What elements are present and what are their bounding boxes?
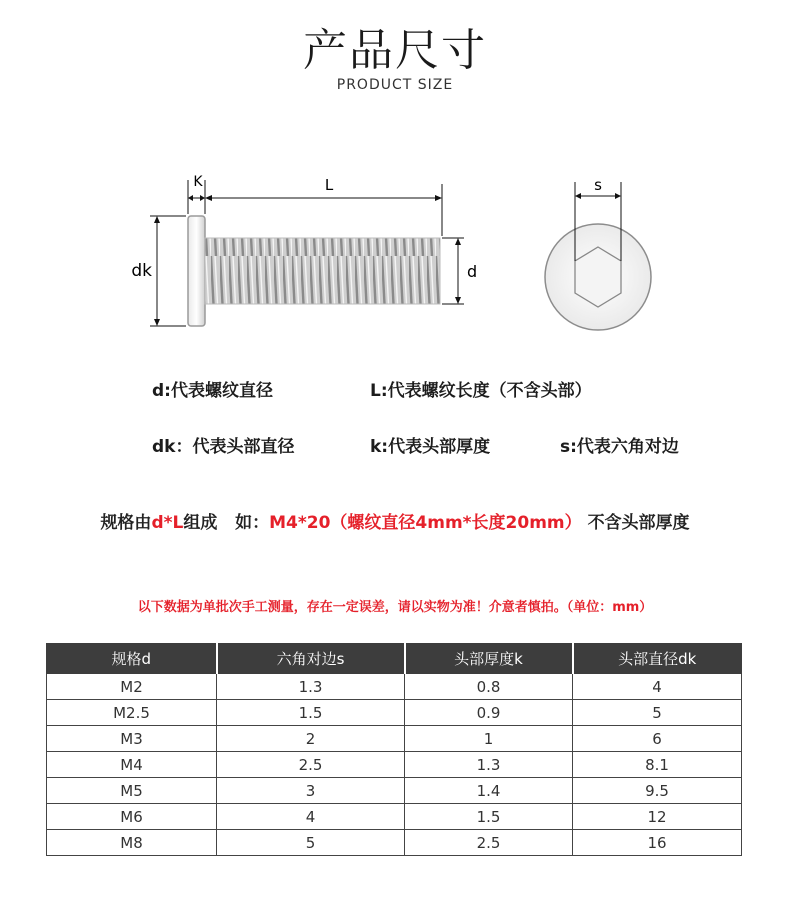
cell-size: M3 <box>47 726 217 752</box>
cell-hex: 2.5 <box>217 752 405 778</box>
cell-size: M2 <box>47 674 217 700</box>
measurement-notice: 以下数据为单批次手工测量，存在一定误差，请以实物为准！介意者慎拍。（单位：mm） <box>137 600 653 615</box>
table-row <box>47 778 742 804</box>
legend-k: k:代表头部厚度 <box>370 437 491 457</box>
screw-dimension-diagram <box>112 160 712 400</box>
cell-head-diameter: 12 <box>573 804 742 830</box>
label-k: K <box>193 174 203 190</box>
legend-d: d:代表螺纹直径 <box>152 381 273 401</box>
table-row <box>47 674 742 700</box>
spec-example-label: 如： <box>235 513 270 533</box>
cell-hex: 3 <box>217 778 405 804</box>
table-row <box>47 752 742 778</box>
diagram-svg <box>112 160 712 400</box>
cell-hex: 4 <box>217 804 405 830</box>
legend-s: s:代表六角对边 <box>560 437 679 457</box>
cell-size: M5 <box>47 778 217 804</box>
cell-head-diameter: 16 <box>573 830 742 856</box>
label-d: d <box>467 262 478 281</box>
cell-head-thickness: 1 <box>405 726 573 752</box>
spec-prefix: 规格由 <box>100 513 152 533</box>
cell-size: M4 <box>47 752 217 778</box>
cell-hex: 1.3 <box>217 674 405 700</box>
cell-hex: 2 <box>217 726 405 752</box>
table-header-row <box>47 644 742 674</box>
cell-head-thickness: 0.8 <box>405 674 573 700</box>
spec-description <box>0 508 790 533</box>
cell-head-diameter: 5 <box>573 700 742 726</box>
cell-head-thickness: 1.5 <box>405 804 573 830</box>
label-dk: dk <box>131 261 152 281</box>
col-header-hex: 六角对边s <box>217 644 405 674</box>
cell-size: M2.5 <box>47 700 217 726</box>
spec-table <box>46 643 742 856</box>
page-title: 产品尺寸 <box>303 25 487 76</box>
cell-head-diameter: 8.1 <box>573 752 742 778</box>
table-row <box>47 726 742 752</box>
col-header-head-diameter: 头部直径dk <box>573 644 742 674</box>
spec-formula: d*L <box>151 513 184 533</box>
label-L: L <box>324 176 334 194</box>
cell-head-thickness: 2.5 <box>405 830 573 856</box>
legend-dk: dk：代表头部直径 <box>152 437 295 457</box>
cell-head-thickness: 1.3 <box>405 752 573 778</box>
cell-size: M8 <box>47 830 217 856</box>
cell-hex: 5 <box>217 830 405 856</box>
screw-shank <box>205 238 440 304</box>
table-row <box>47 700 742 726</box>
spec-middle: 组成 <box>183 513 218 533</box>
legend-L: L:代表螺纹长度（不含头部） <box>370 381 592 401</box>
col-header-head-thickness: 头部厚度k <box>405 644 573 674</box>
page-subtitle: PRODUCT SIZE <box>336 77 454 93</box>
cell-head-thickness: 0.9 <box>405 700 573 726</box>
screw-head <box>188 216 205 326</box>
cell-size: M6 <box>47 804 217 830</box>
cell-head-diameter: 4 <box>573 674 742 700</box>
col-header-size: 规格d <box>47 644 217 674</box>
spec-example: M4*20（螺纹直径4mm*长度20mm） <box>269 513 582 533</box>
cell-head-diameter: 9.5 <box>573 778 742 804</box>
table-row <box>47 830 742 856</box>
table-row <box>47 804 742 830</box>
cell-head-diameter: 6 <box>573 726 742 752</box>
cell-hex: 1.5 <box>217 700 405 726</box>
label-s: s <box>594 176 602 194</box>
spec-suffix: 不含头部厚度 <box>587 513 690 533</box>
cell-head-thickness: 1.4 <box>405 778 573 804</box>
